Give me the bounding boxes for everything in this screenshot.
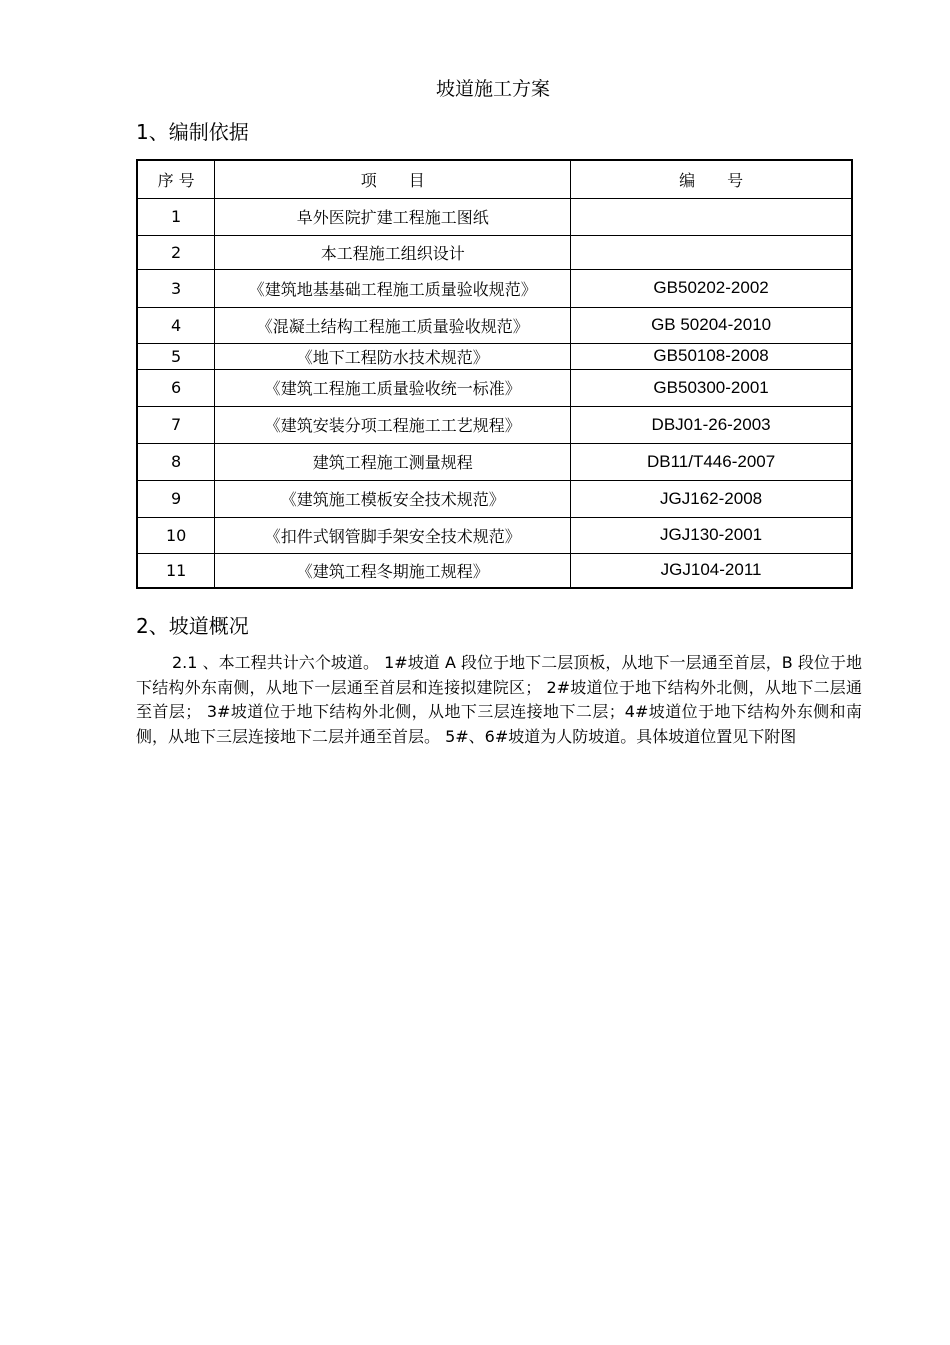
document-title: 坡道施工方案	[435, 78, 550, 100]
table-row	[137, 307, 852, 343]
row-item: 《地下工程防水技术规范》	[215, 343, 571, 369]
table-row	[137, 235, 852, 269]
section-heading-basis: 1、编制依据	[136, 120, 249, 144]
table-row	[137, 443, 852, 480]
overview-paragraph: 2.1 、本工程共计六个坡道。 1#坡道 A 段位于地下二层顶板，从地下一层通至首层，B 段位于地下结构外东南侧，从地下一层通至首层和连接拟建院区； 2#坡道位于地下结构外北侧，从地下二层通至首层； 3#坡道位于地下结构外北侧，从地下三层连接地下二层；4#坡道位于地下结构外东侧和南侧，从地下三层连接地下二层并通至首层。 5#、6#坡道为人防坡道。具体坡道位置见下附图	[136, 653, 862, 746]
row-item: 《扣件式钢管脚手架安全技术规范》	[215, 517, 571, 553]
table-row	[137, 480, 852, 517]
row-code	[571, 235, 852, 269]
row-item: 《建筑地基基础工程施工质量验收规范》	[215, 269, 571, 307]
row-no: 2	[137, 235, 215, 269]
row-item: 阜外医院扩建工程施工图纸	[215, 198, 571, 235]
header-code: 编 号	[571, 160, 852, 198]
row-item: 《混凝土结构工程施工质量验收规范》	[215, 307, 571, 343]
table-row	[137, 369, 852, 406]
row-item: 建筑工程施工测量规程	[215, 443, 571, 480]
row-no: 1	[137, 198, 215, 235]
section-heading-overview: 2、坡道概况	[136, 614, 249, 638]
row-code	[571, 198, 852, 235]
row-code: JGJ162-2008	[571, 480, 852, 517]
row-code: JGJ104-2011	[571, 553, 852, 588]
table-row	[137, 553, 852, 588]
table-header-row	[137, 160, 852, 198]
header-item: 项 目	[215, 160, 571, 198]
row-code: JGJ130-2001	[571, 517, 852, 553]
row-code: GB50300-2001	[571, 369, 852, 406]
table-row	[137, 343, 852, 369]
row-code: GB50202-2002	[571, 269, 852, 307]
row-code: GB 50204-2010	[571, 307, 852, 343]
row-item: 《建筑安装分项工程施工工艺规程》	[215, 406, 571, 443]
overview-body	[136, 651, 862, 749]
row-item: 《建筑工程冬期施工规程》	[215, 553, 571, 588]
row-no: 9	[137, 480, 215, 517]
row-item: 《建筑工程施工质量验收统一标准》	[215, 369, 571, 406]
table-row	[137, 517, 852, 553]
row-code: GB50108-2008	[571, 343, 852, 369]
row-no: 3	[137, 269, 215, 307]
row-no: 6	[137, 369, 215, 406]
header-no: 序 号	[137, 160, 215, 198]
table-row	[137, 198, 852, 235]
row-no: 8	[137, 443, 215, 480]
row-no: 4	[137, 307, 215, 343]
row-code: DB11/T446-2007	[571, 443, 852, 480]
row-item: 本工程施工组织设计	[215, 235, 571, 269]
reference-table	[136, 159, 853, 589]
row-no: 10	[137, 517, 215, 553]
table-row	[137, 406, 852, 443]
row-no: 7	[137, 406, 215, 443]
row-no: 5	[137, 343, 215, 369]
row-item: 《建筑施工模板安全技术规范》	[215, 480, 571, 517]
table-row	[137, 269, 852, 307]
row-no: 11	[137, 553, 215, 588]
row-code: DBJ01-26-2003	[571, 406, 852, 443]
